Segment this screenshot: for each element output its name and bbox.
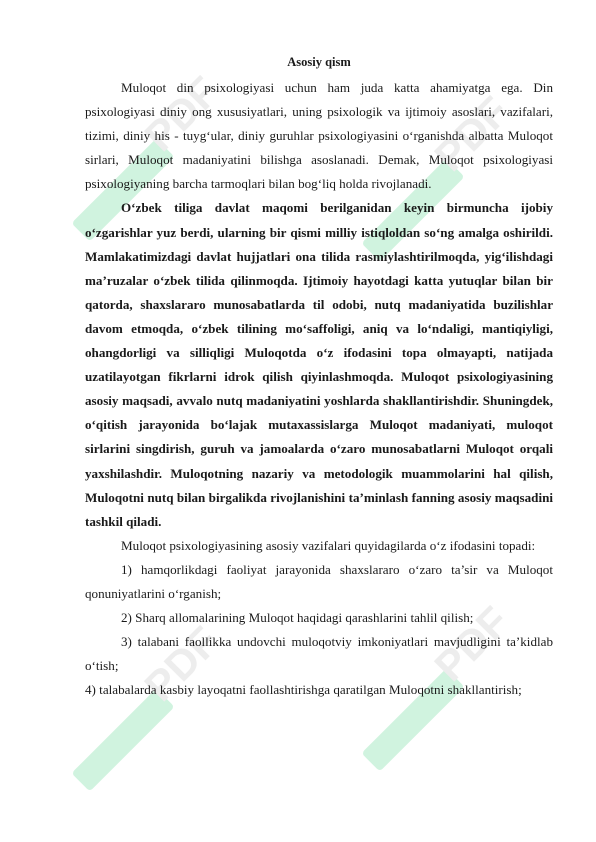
- watermark-bar: [71, 688, 174, 791]
- watermark-text: PDF: [425, 87, 518, 180]
- list-item-1: 1) hamqorlikdagi faoliyat jarayonida shaxslararo o‘zaro ta’sir va Muloqot qonuniyatlarini o‘rganish;: [85, 561, 553, 601]
- paragraph-bold: O‘zbek tiliga davlat maqomi berilganidan keyin birmuncha ijobiy o‘zgarishlar yuz berdi, ularning bir qismi milliy istiqloldan so‘ng amalga oshirildi. Mamlakatimizdagi davlat hujjatlari ona tilida rasmiylashtirilmoqda, yig‘ilishdagi ma’ruzalar o‘zbek tilida qilinmoqda. Ijtimoiy hayotdagi katta yutuqlar bilan bir qatorda, shaxslararo munosabatlarda til odobi, nutq madaniyatida buzilishlar davom etmoqda, o‘zbek tilining mo‘saffoligi, aniq va lo‘ndaligi, mantiqiyligi, ohangdorligi va silliqligi Muloqotda o‘z ifodasini topa olmayapti, natijada uzatilayotgan fikrlarni idrok qilish qiyinlashmoqda. Muloqot psixologiyasining asosiy maqsadi, avvalo nutq madaniyatini yoshlarda shakllantirishdir. Shuningdek, o‘qitish jarayonida bo‘lajak mutaxassislarga Muloqot madaniyati, muloqot sirlarini singdirish, guruh va jamoalarda o‘zaro munosabatlarni Muloqot orqali yaxshilashdir. Muloqotning nazariy va metodologik muammolarini hal qilish, Muloqotni nutq bilan birgalikda rivojlanishini ta’minlash fanning asosiy maqsadini tashkil qiladi.: [85, 200, 553, 529]
- watermark-text: PDF: [135, 617, 228, 710]
- section-title: Asosiy qism: [287, 55, 351, 69]
- watermark-text: PDF: [425, 597, 518, 690]
- paragraph-tasks-intro: Muloqot psixologiyasining asosiy vazifalari quyidagilarda o‘z ifodasini topadi:: [121, 537, 536, 553]
- watermark-text: PDF: [135, 67, 228, 160]
- paragraph-intro: Muloqot din psixologiyasi uchun ham juda katta ahamiyatga ega. Din psixologiyasi diniy ong xususiyatlari, uning psixologik va ijtimoiy asoslari, vazifalari, tizimi, diniy his - tuyg‘ular, diniy guruhlar psixologiyasini o‘rganishda albatta Muloqot sirlari, Muloqot madaniyatini bilishga asoslanadi. Demak, Muloqot psixologiyasi psixologiyaning barcha tarmoqlari bilan bog‘liq holda rivojlanadi.: [85, 80, 553, 192]
- list-item-3: 3) talabani faollikka undovchi muloqotviy imkoniyatlari mavjudligini ta’kidlab o‘tish;: [85, 634, 553, 674]
- list-item-4: 4) talabalarda kasbiy layoqatni faollashtirishga qaratilgan Muloqotni shakllantirish;: [85, 682, 522, 698]
- list-item-2: 2) Sharq allomalarining Muloqot haqidagi qarashlarini tahlil qilish;: [121, 610, 474, 626]
- document-page: [85, 54, 553, 702]
